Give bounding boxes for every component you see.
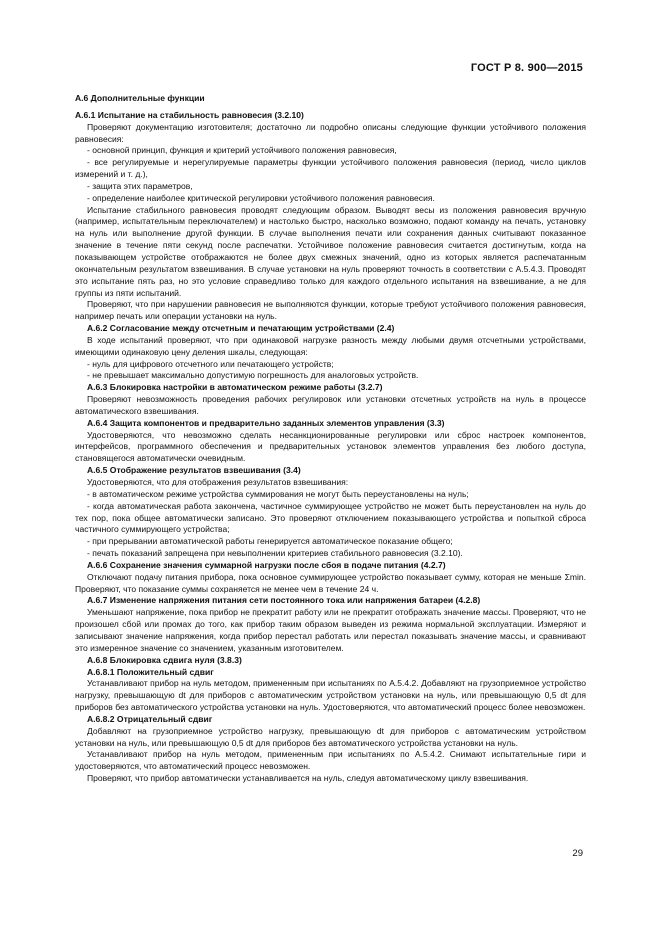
paragraph: Добавляют на грузоприемное устройство нагрузку, превышающую dt для приборов с автоматическим устройством установки на нуль, или превышающую 0,5 dt для приборов без автоматического устройства установки на нуль. <box>75 725 586 748</box>
paragraph: Удостоверяются, что невозможно сделать несанкционированные регулировки или сброс настроек компонентов, интерфейсов, программного обеспечения и предварительных установок элементов управления без любого доступа, становящегося автоматически очевидным. <box>75 429 586 464</box>
list-item: - все регулируемые и нерегулируемые параметры функции устойчивого положения равновесия (период, число циклов измерений и т. д.), <box>75 157 586 180</box>
paragraph: Уменьшают напряжение, пока прибор не прекратит работу или не прекратит отображать значение массы. Проверяют, что не произошел сбой или промах до того, как прибор таким образом выведен из режима нормальной эксплуатации. Измеряют и записывают значение напряжения, когда прибор перестал работать или перестал показывать значение массы, и сравнивают это измеренное значение со значением, указанным изготовителем. <box>75 607 586 653</box>
subsection-heading: А.6.8.2 Отрицательный сдвиг <box>87 713 213 724</box>
list-item: - в автоматическом режиме устройства суммирования не могут быть переустановлены на нуль; <box>87 488 469 499</box>
list-item: - определение наиболее критической регулировки устойчивого положения равновесия. <box>87 192 435 203</box>
subsection-heading: А.6.6 Сохранение значения суммарной нагрузки после сбоя в подаче питания (4.2.7) <box>87 559 446 570</box>
subsection-heading: А.6.1 Испытание на стабильность равновесия (3.2.10) <box>75 109 304 120</box>
subsection-heading: А.6.7 Изменение напряжения питания сети постоянного тока или напряжения батареи (4.2.8) <box>87 595 481 606</box>
subsection-heading: А.6.2 Согласование между отсчетным и печатающим устройствами (2.4) <box>87 323 395 334</box>
paragraph: В ходе испытаний проверяют, что при одинаковой нагрузке разность между любыми двумя отсчетными устройствами, имеющими одинаковую цену деления шкалы, следующая: <box>75 334 586 357</box>
subsection-heading: А.6.3 Блокировка настройки в автоматическом режиме работы (3.2.7) <box>87 382 383 393</box>
paragraph: Устанавливают прибор на нуль методом, примененным при испытаниях по А.5.4.2. Добавляют на грузоприемное устройство нагрузку, превышающую dt для приборов с автоматическим устройством установки на нуль, или превышающую 0,5 dt для приборов без автоматического устройства установки на нуль. Удостоверяются, что автоматический процесс более невозможен. <box>75 678 586 713</box>
document-header: ГОСТ Р 8. 900—2015 <box>470 62 583 74</box>
subsection-heading: А.6.4 Защита компонентов и предварительно заданных элементов управления (3.3) <box>87 417 445 428</box>
list-item: - когда автоматическая работа закончена, частичное суммирующее устройство не может быть переустановлен на нуль до тех пор, пока общее автоматически записано. Это проверяют отключением показывающего устройства и попыткой сброса частичного суммирующего устройства; <box>75 500 586 535</box>
subsection-heading: А.6.8 Блокировка сдвига нуля (3.8.3) <box>87 654 242 665</box>
paragraph: Отключают подачу питания прибора, пока основное суммирующее устройство показывает сумму, которая не меньше Σmin. Проверяют, что показание суммы сохраняется не менее чем в течение 24 ч. <box>75 571 586 594</box>
paragraph: Проверяют, что при нарушении равновесия не выполняются функции, которые требуют устойчивого положения равновесия, например печать или операции установки на нуль. <box>75 299 586 322</box>
subsection-heading: А.6.5 Отображение результатов взвешивания (3.4) <box>87 465 301 476</box>
paragraph: Проверяют документацию изготовителя; достаточно ли подробно описаны следующие функции устойчивого положения равновесия: <box>75 121 586 144</box>
document-body <box>75 93 586 785</box>
paragraph: Удостоверяются, что для отображения результатов взвешивания: <box>87 477 349 487</box>
paragraph: Проверяют, что прибор автоматически устанавливается на нуль, следуя автоматическому циклу взвешивания. <box>87 773 529 784</box>
section-heading: А.6 Дополнительные функции <box>75 93 205 103</box>
paragraph: Проверяют невозможность проведения рабочих регулировок или установки отсчетных устройств на нуль в процессе автоматического взвешивания. <box>75 394 586 416</box>
paragraph: Устанавливают прибор на нуль методом, примененным при испытаниях по А.5.4.2. Снимают испытательные гири и удостоверяются, что автоматический процесс невозможен. <box>75 749 586 772</box>
list-item: - защита этих параметров, <box>87 180 193 191</box>
list-item: - при прерывании автоматической работы генерируется автоматическое показание общего; <box>87 536 453 547</box>
list-item: - основной принцип, функция и критерий устойчивого положения равновесия, <box>87 145 397 156</box>
list-item: - печать показаний запрещена при невыполнении критериев стабильного равновесия (3.2.10). <box>87 548 463 559</box>
list-item: - не превышает максимально допустимую погрешность для аналоговых устройств. <box>87 370 419 381</box>
paragraph: Испытание стабильного равновесия проводят следующим образом. Выводят весы из положения равновесия вручную (например, испытательным переключателем) и настолько быстро, насколько возможно, подают команду на печать, установку на нуль или выполнение другой функции. В случае выполнения печати или сохранения данных считывают показанное значение в течение пяти секунд после распечатки. Устойчивое положение равновесия считается достигнутым, когда на показывающем устройстве отображаются не более двух смежных значений, одно из которых является распечатанным окончательным результатом взвешивания. В случае установки на нуль проверяют точность в соответствии с А.5.4.3. Проводят это испытание пять раз, но это условие справедливо только для каждого отдельного испытания на взвешивание, а не для группы из пяти испытаний. <box>75 204 586 298</box>
page-number: 29 <box>572 848 583 859</box>
subsection-heading: А.6.8.1 Положительный сдвиг <box>87 666 214 677</box>
list-item: - нуль для цифрового отсчетного или печатающего устройств; <box>87 358 334 369</box>
